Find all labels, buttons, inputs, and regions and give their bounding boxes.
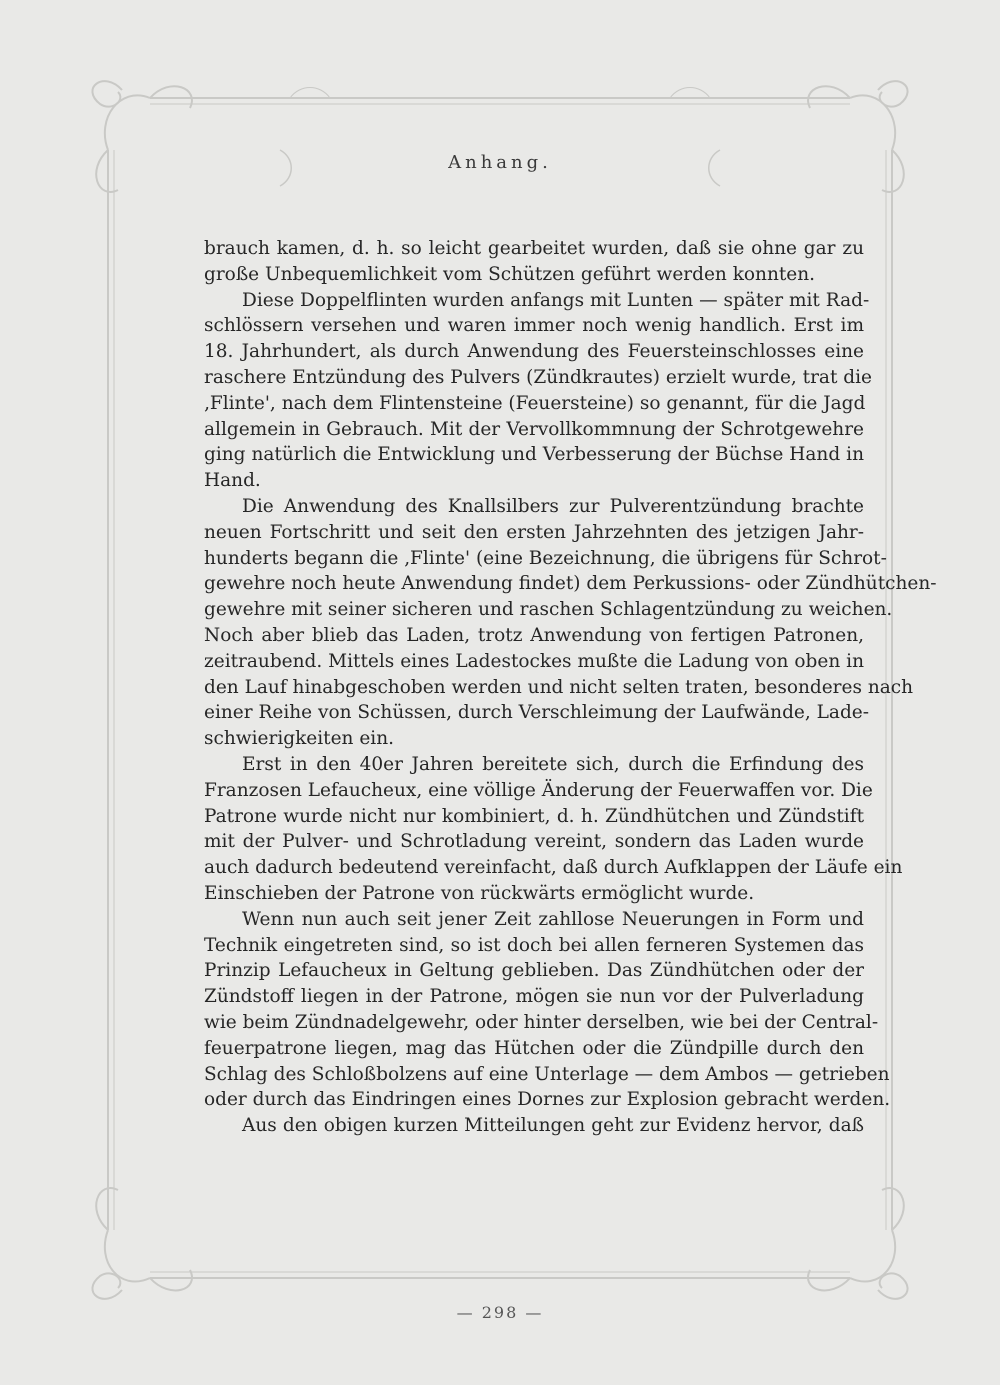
text-line: brauch kamen, d. h. so leicht gearbeitet wurden, daß sie ohne gar zu [204, 238, 864, 259]
running-head: Anhang. [448, 152, 552, 173]
text-line: mit der Pulver- und Schrotladung vereint, sondern das Laden wurde [204, 831, 864, 853]
text-line: 18. Jahrhundert, als durch Anwendung des Feuersteinschlosses eine [204, 341, 864, 363]
text-line: Aus den obigen kurzen Mitteilungen geht zur Evidenz hervor, daß [242, 1115, 864, 1137]
text-line: Technik eingetreten sind, so ist doch bei allen ferneren Systemen das [204, 934, 864, 956]
text-line: Erst in den 40er Jahren bereitete sich, durch die Erfindung des [242, 753, 864, 775]
text-line: schlössern versehen und waren immer noch wenig handlich. Erst im [204, 315, 864, 337]
text-line: Zündstoff liegen in der Patrone, mögen sie nun vor der Pulverladung [204, 986, 864, 1008]
text-line: ‚Flinte', nach dem Flintensteine (Feuersteine) so genannt, für die Jagd [204, 392, 866, 414]
text-line: Noch aber blieb das Laden, trotz Anwendung von fertigen Patronen, [204, 624, 864, 646]
text-line: feuerpatrone liegen, mag das Hütchen oder die Zündpille durch den [204, 1037, 864, 1059]
text-line: oder durch das Eindringen eines Dornes zur Explosion gebracht werden. [204, 1089, 891, 1111]
text-line: Diese Doppelflinten wurden anfangs mit Lunten — später mit Rad- [242, 289, 870, 311]
text-line: neuen Fortschritt und seit den ersten Jahrzehnten des jetzigen Jahr- [204, 521, 864, 543]
text-line: gewehre noch heute Anwendung findet) dem Perkussions- oder Zündhütchen- [204, 573, 937, 595]
text-line: Schlag des Schloßbolzens auf eine Unterlage — dem Ambos — getrieben [204, 1063, 890, 1085]
text-line: wie beim Zündnadelgewehr, oder hinter derselben, wie bei der Central- [204, 1011, 879, 1033]
text-line: zeitraubend. Mittels eines Ladestockes mußte die Ladung von oben in [204, 650, 864, 672]
text-line: Patrone wurde nicht nur kombiniert, d. h. Zündhütchen und Zündstift [204, 805, 864, 827]
page-number: — 298 — [456, 1303, 544, 1322]
text-line: den Lauf hinabgeschoben werden und nicht selten traten, besonderes nach [204, 676, 914, 698]
text-line: Prinzip Lefaucheux in Geltung geblieben. Das Zündhütchen oder der [204, 960, 864, 982]
text-line: Hand. [204, 470, 261, 492]
text-line: hunderts begann die ‚Flinte' (eine Bezeichnung, die übrigens für Schrot- [204, 547, 887, 569]
text-line: schwierigkeiten ein. [204, 728, 394, 750]
text-line: einer Reihe von Schüssen, durch Verschleimung der Laufwände, Lade- [204, 702, 869, 724]
text-line: Franzosen Lefaucheux, eine völlige Änderung der Feuerwaffen vor. Die [204, 779, 873, 801]
text-line: gewehre mit seiner sicheren und raschen Schlagentzündung zu weichen. [204, 599, 893, 621]
text-line: auch dadurch bedeutend vereinfacht, daß durch Aufklappen der Läufe ein [204, 857, 903, 879]
text-line: ging natürlich die Entwicklung und Verbesserung der Büchse Hand in [204, 444, 864, 466]
text-line: raschere Entzündung des Pulvers (Zündkrautes) erzielt wurde, trat die [204, 366, 872, 388]
text-line: Die Anwendung des Knallsilbers zur Pulverentzündung brachte [242, 495, 864, 517]
text-line: Wenn nun auch seit jener Zeit zahllose Neuerungen in Form und [242, 908, 864, 930]
text-line: Einschieben der Patrone von rückwärts ermöglicht wurde. [204, 882, 755, 904]
body-text [204, 236, 937, 1139]
text-line: große Unbequemlichkeit vom Schützen geführt werden konnten. [204, 263, 816, 285]
text-line: allgemein in Gebrauch. Mit der Vervollkommnung der Schrotgewehre [204, 418, 864, 440]
